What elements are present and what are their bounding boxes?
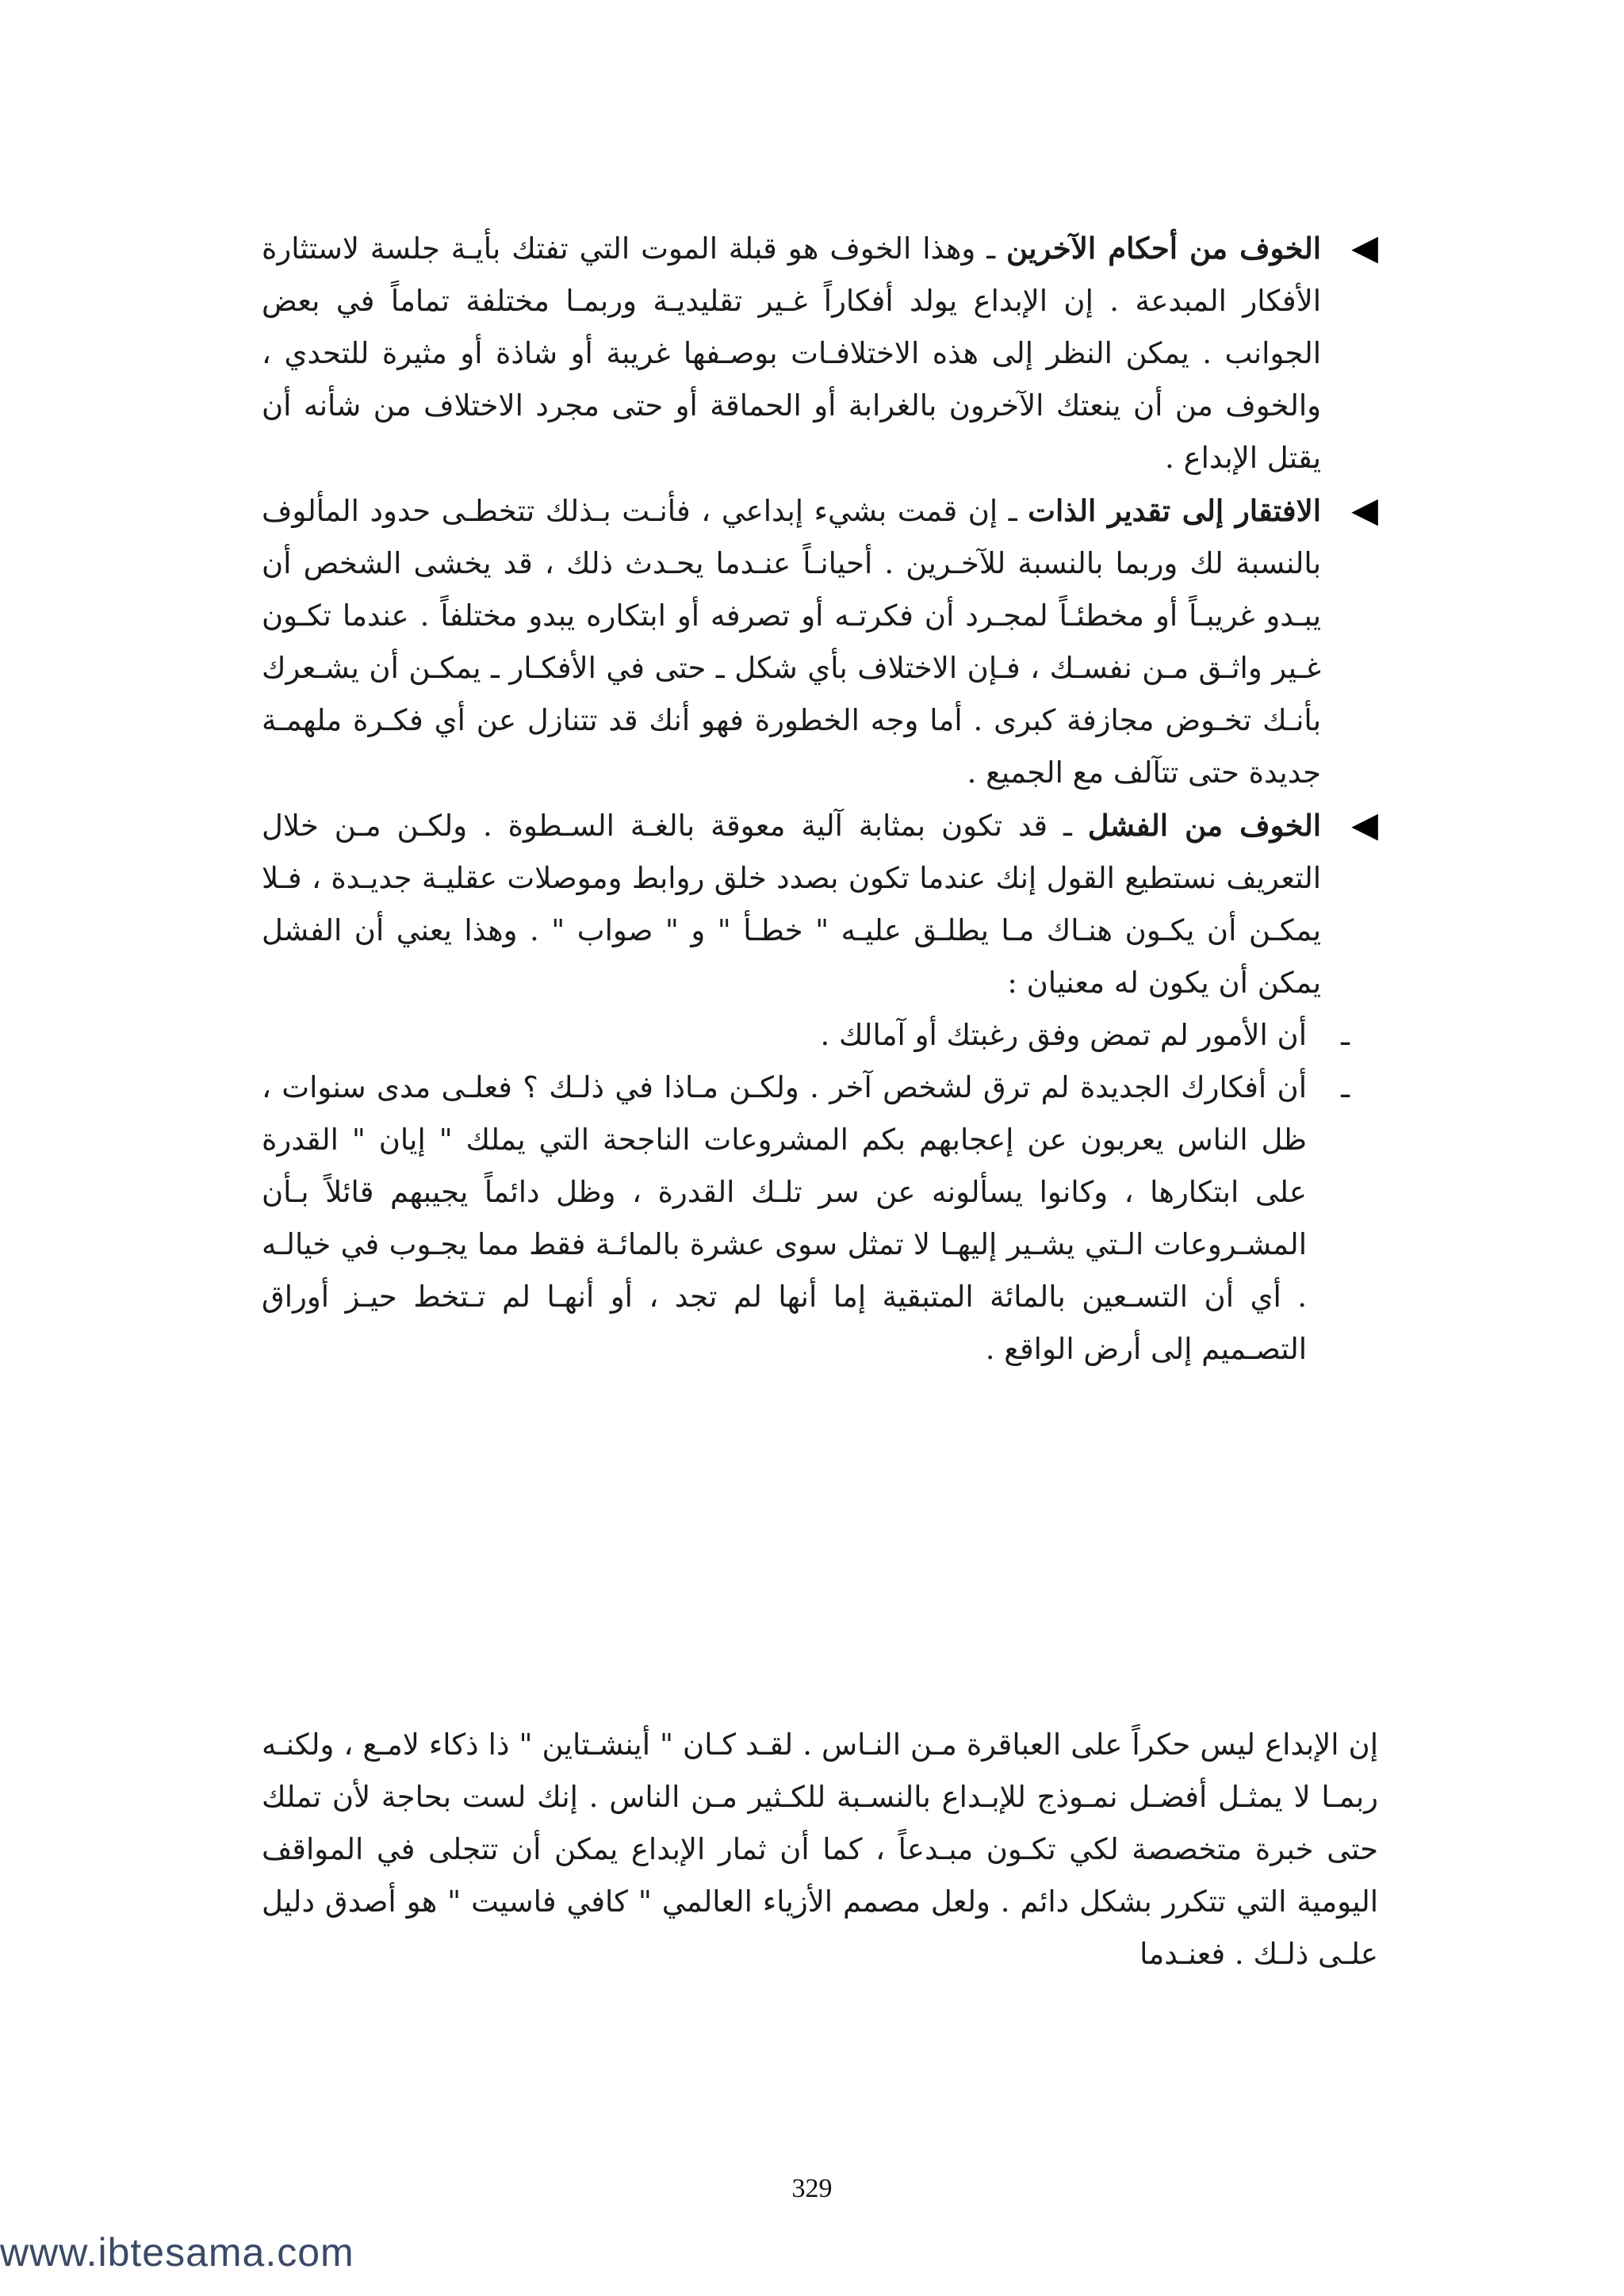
dash-marker: ـ bbox=[1341, 1018, 1350, 1052]
bullet-text: ـ إن قمت بشيء إبداعي ، فأنـت بـذلك تتخطـى حدود المألوف بالنسبة لك وربما بالنسبة للآخـرين . أحيانـاً عنـدما يحـدث ذلك ، قد يخشى الشخص أن يبـدو غريبـاً أو مخطئـاً لمجـرد أن فكرتـه أو تصرفه أو ابتكاره يبدو مختلفاً . عندما تكـون غـير واثـق مـن نفسـك ، فـإن الاختلاف بأي شكل ـ حتى في الأفكـار ـ يمكـن أن يشـعرك بأنـك تخـوض مجازفة كبرى . أما وجه الخطورة فهو أنك قد تتنازل عن أي فكـرة ملهمـة جديدة حتى تتآلف مع الجميع . bbox=[262, 494, 1321, 790]
page-number: 329 bbox=[791, 2174, 833, 2203]
closing-paragraph-block bbox=[262, 1719, 1378, 1980]
closing-paragraph: إن الإبداع ليس حكراً على العباقرة مـن النـاس . لقـد كـان " أينشـتاين " ذا ذكاء لامـع ، ولكنـه ربمـا لا يمثـل أفضـل نمـوذج للإبـداع بالنسـبة للكـثير مـن الناس . إنك لست بحاجة لأن تملك حتى خبرة متخصصة لكي تكـون مبـدعاً ، كما أن ثمار الإبداع يمكن أن تتجلى في المواقف اليومية التي تتكرر بشكل دائم . ولعل مصمم الأزياء العالمي " كافي فاسيت " هو أصدق دليل علـى ذلـك . فعنـدما bbox=[262, 1728, 1378, 1971]
watermark-link[interactable]: www.ibtesama.com bbox=[0, 2230, 354, 2275]
dash-marker: ـ bbox=[1341, 1070, 1350, 1104]
bullet-pointer-icon: ◀ bbox=[1351, 228, 1378, 268]
bullet-text: ـ قد تكون بمثابة آلية معوقة بالغـة السـطوة . ولكـن مـن خلال التعريف نستطيع القول إنك عندما تكون بصدد خلق روابط وموصلات عقليـة جديـدة ، فـلا يمكـن أن يكـون هنـاك مـا يطلـق عليـه " خطـأ " و " صواب " . وهذا يعني أن الفشل يمكن أن يكون له معنيان : bbox=[262, 809, 1321, 1000]
dash-list-item bbox=[262, 1062, 1378, 1376]
dash-item-text: أن أفكارك الجديدة لم ترق لشخص آخر . ولكـن مـاذا في ذلـك ؟ فعلـى مدى سنوات ، ظل الناس يعربون عن إعجابهم بكم المشروعات الناجحة التي يملك " إيان " القدرة على ابتكارها ، وكانوا يسألونه عن سر تلـك القدرة ، وظل دائماً يجيبهم قائلاً بـأن المشـروعات الـتي يشـير إليهـا لا تمثل سوى عشرة بالمائـة فقط مما يجـوب في خيالـه . أي أن التسـعين بالمائة المتبقية إما أنها لم تجد ، أو أنهـا لم تـتخط حيـز أوراق التصـميم إلى أرض الواقع . bbox=[262, 1070, 1307, 1366]
dash-list-item bbox=[262, 1009, 1378, 1062]
bullet-item-self-esteem bbox=[262, 484, 1378, 799]
bullet-text: ـ وهذا الخوف هو قبلة الموت التي تفتك بأيـة جلسة لاستثارة الأفكار المبدعة . إن الإبداع يولد أفكاراً غـير تقليديـة وربمـا مختلفة تماماً في بعض الجوانب . يمكن النظر إلى هذه الاختلافـات بوصـفها غريبة أو شاذة أو مثيرة للتحدي ، والخوف من أن ينعتك الآخرون بالغرابة أو الحماقة أو حتى مجرد الاختلاف من شأنه أن يقتل الإبداع . bbox=[262, 232, 1321, 475]
dash-item-text: أن الأمور لم تمض وفق رغبتك أو آمالك . bbox=[820, 1018, 1307, 1052]
bullet-item-fear-of-failure bbox=[262, 799, 1378, 1009]
bullet-lead: الخوف من الفشل bbox=[1087, 808, 1322, 843]
bullet-pointer-icon: ◀ bbox=[1351, 805, 1378, 845]
bullet-lead: الافتقار إلى تقدير الذات bbox=[1028, 493, 1321, 528]
dash-list bbox=[262, 1009, 1378, 1376]
bullet-item-fear-of-judgment bbox=[262, 222, 1378, 484]
bullet-pointer-icon: ◀ bbox=[1351, 490, 1378, 530]
bullet-section bbox=[262, 222, 1378, 1376]
bullet-lead: الخوف من أحكام الآخرين bbox=[1006, 231, 1322, 266]
